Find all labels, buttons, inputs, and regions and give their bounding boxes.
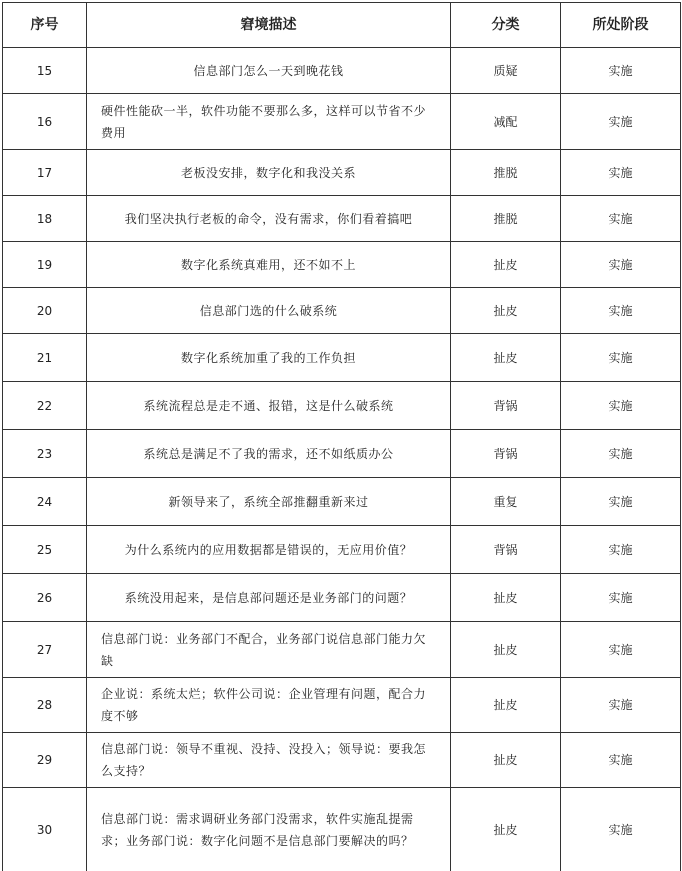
table-row: [3, 430, 681, 478]
row-description: 信息部门说：需求调研业务部门没需求，软件实施乱提需求；业务部门说：数字化问题不是信息部门要解决的吗？: [87, 788, 451, 871]
row-category: 扯皮: [451, 574, 561, 622]
row-index: 29: [3, 733, 87, 788]
row-category: 背锅: [451, 382, 561, 430]
row-description: 新领导来了，系统全部推翻重新来过: [87, 478, 451, 526]
row-description: 系统没用起来，是信息部问题还是业务部门的问题？: [87, 574, 451, 622]
row-stage: 实施: [561, 242, 681, 288]
table-row: [3, 788, 681, 871]
row-description: 硬件性能砍一半，软件功能不要那么多，这样可以节省不少费用: [87, 94, 451, 150]
row-index: 17: [3, 150, 87, 196]
table-row: [3, 382, 681, 430]
row-index: 25: [3, 526, 87, 574]
table-row: [3, 678, 681, 733]
table-row: [3, 288, 681, 334]
row-index: 19: [3, 242, 87, 288]
table-row: [3, 478, 681, 526]
row-category: 扯皮: [451, 288, 561, 334]
row-stage: 实施: [561, 48, 681, 94]
row-category: 质疑: [451, 48, 561, 94]
table-row: [3, 94, 681, 150]
header-category: 分类: [451, 3, 561, 48]
row-category: 扯皮: [451, 334, 561, 382]
row-stage: 实施: [561, 574, 681, 622]
header-description: 窘境描述: [87, 3, 451, 48]
table-row: [3, 733, 681, 788]
table-row: [3, 526, 681, 574]
row-stage: 实施: [561, 478, 681, 526]
row-index: 20: [3, 288, 87, 334]
row-stage: 实施: [561, 382, 681, 430]
table-row: [3, 574, 681, 622]
table-row: [3, 196, 681, 242]
row-description: 系统总是满足不了我的需求，还不如纸质办公: [87, 430, 451, 478]
row-description: 数字化系统真难用，还不如不上: [87, 242, 451, 288]
row-index: 27: [3, 622, 87, 678]
row-index: 16: [3, 94, 87, 150]
row-category: 扯皮: [451, 622, 561, 678]
header-index: 序号: [3, 3, 87, 48]
row-description: 信息部门说：领导不重视、没持、没投入；领导说：要我怎么支持？: [87, 733, 451, 788]
row-category: 背锅: [451, 526, 561, 574]
row-description: 为什么系统内的应用数据都是错误的，无应用价值？: [87, 526, 451, 574]
row-description: 我们坚决执行老板的命令，没有需求，你们看着搞吧: [87, 196, 451, 242]
row-category: 重复: [451, 478, 561, 526]
row-category: 扯皮: [451, 788, 561, 871]
row-index: 18: [3, 196, 87, 242]
row-stage: 实施: [561, 334, 681, 382]
row-stage: 实施: [561, 678, 681, 733]
row-category: 推脱: [451, 150, 561, 196]
row-category: 推脱: [451, 196, 561, 242]
row-category: 扯皮: [451, 733, 561, 788]
row-stage: 实施: [561, 788, 681, 871]
table-row: [3, 334, 681, 382]
table-row: [3, 622, 681, 678]
row-stage: 实施: [561, 430, 681, 478]
table-body: [3, 48, 681, 871]
row-stage: 实施: [561, 526, 681, 574]
row-description: 数字化系统加重了我的工作负担: [87, 334, 451, 382]
table-row: [3, 48, 681, 94]
row-index: 24: [3, 478, 87, 526]
row-category: 扯皮: [451, 678, 561, 733]
header-stage: 所处阶段: [561, 3, 681, 48]
row-category: 背锅: [451, 430, 561, 478]
row-stage: 实施: [561, 622, 681, 678]
row-stage: 实施: [561, 150, 681, 196]
row-description: 信息部门说：业务部门不配合，业务部门说信息部门能力欠缺: [87, 622, 451, 678]
row-category: 减配: [451, 94, 561, 150]
row-description: 老板没安排，数字化和我没关系: [87, 150, 451, 196]
table-row: [3, 150, 681, 196]
row-index: 26: [3, 574, 87, 622]
row-index: 28: [3, 678, 87, 733]
table-row: [3, 242, 681, 288]
row-stage: 实施: [561, 733, 681, 788]
row-description: 企业说：系统太烂；软件公司说：企业管理有问题，配合力度不够: [87, 678, 451, 733]
header-row: [3, 3, 681, 48]
row-stage: 实施: [561, 94, 681, 150]
row-index: 21: [3, 334, 87, 382]
row-index: 30: [3, 788, 87, 871]
row-index: 15: [3, 48, 87, 94]
row-index: 23: [3, 430, 87, 478]
row-stage: 实施: [561, 288, 681, 334]
row-description: 信息部门选的什么破系统: [87, 288, 451, 334]
row-description: 信息部门怎么一天到晚花钱: [87, 48, 451, 94]
row-index: 22: [3, 382, 87, 430]
row-description: 系统流程总是走不通、报错，这是什么破系统: [87, 382, 451, 430]
row-stage: 实施: [561, 196, 681, 242]
row-category: 扯皮: [451, 242, 561, 288]
predicament-table: [2, 2, 681, 871]
